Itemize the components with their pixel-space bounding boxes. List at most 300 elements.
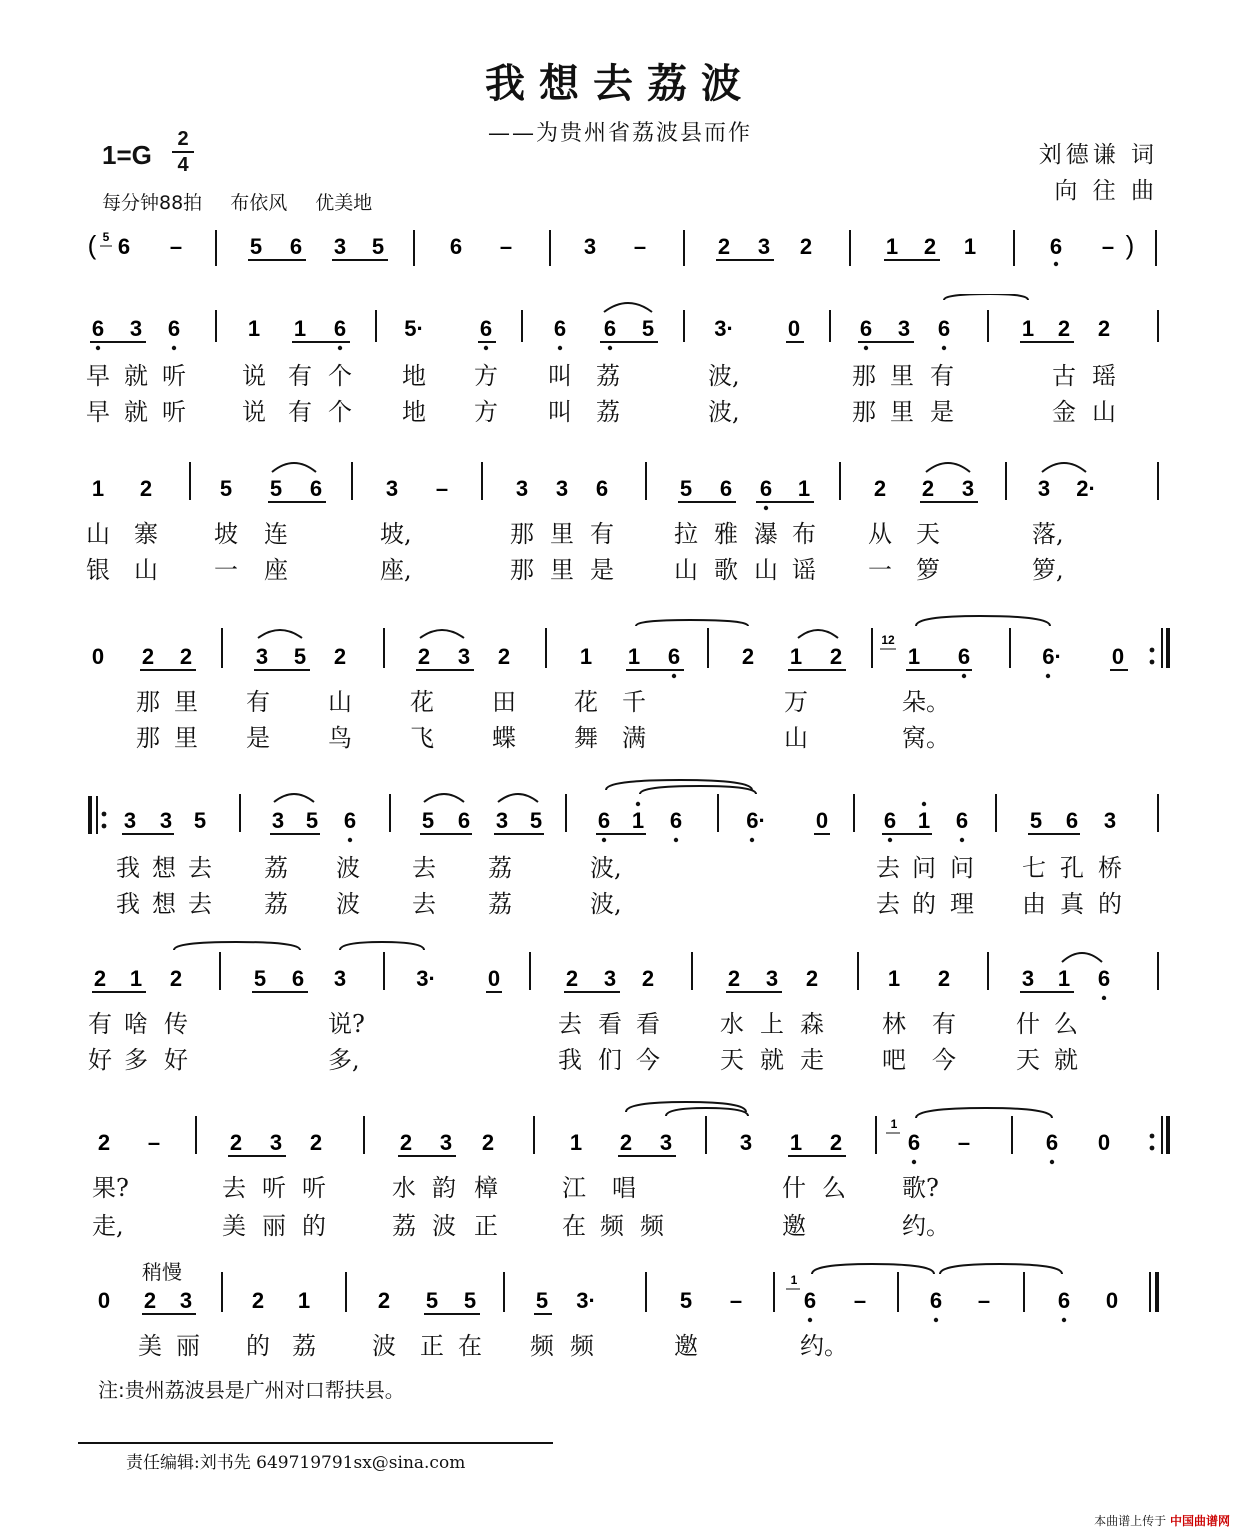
lyric-syllable: 飞: [410, 724, 434, 752]
lyric-syllable: 里: [550, 520, 574, 548]
staff-row-3: [0, 610, 1240, 680]
svg-text:6·: 6·: [746, 808, 766, 833]
lyric-syllable: 问: [950, 854, 974, 882]
score-row-4: [0, 772, 1240, 844]
lyric-syllable: 有: [288, 362, 312, 390]
lyric-syllable: 落,: [1032, 520, 1064, 548]
lyric-syllable: 说: [242, 362, 266, 390]
song-subtitle: ——为贵州省荔波县而作: [487, 121, 752, 146]
svg-text:1: 1: [569, 1130, 583, 1155]
lyric-syllable: 早: [86, 362, 110, 390]
svg-text:3: 3: [757, 234, 771, 259]
svg-text:5: 5: [535, 1288, 549, 1313]
svg-text:–: –: [499, 234, 513, 259]
svg-text:2: 2: [717, 234, 731, 259]
svg-text:2: 2: [309, 1130, 323, 1155]
lyric-syllable: 好: [164, 1046, 188, 1074]
svg-text:5: 5: [293, 644, 307, 669]
lyric-syllable: 的: [1098, 890, 1122, 918]
style-mark: 布依风: [230, 192, 288, 214]
svg-text:2: 2: [251, 1288, 265, 1313]
lyric-syllable: 地: [402, 362, 426, 390]
lyric-syllable: 今: [932, 1046, 956, 1074]
svg-text:1: 1: [917, 808, 931, 833]
svg-text:1: 1: [789, 644, 803, 669]
lyric-syllable: 里: [890, 398, 914, 426]
svg-text:1: 1: [579, 644, 593, 669]
lyric-syllable: 是: [590, 556, 614, 584]
svg-text:2: 2: [417, 644, 431, 669]
lyric-syllable: 花: [574, 688, 598, 716]
lyric-syllable: 什: [782, 1174, 806, 1202]
svg-text:2: 2: [377, 1288, 391, 1313]
lyric-syllable: 今: [636, 1046, 660, 1074]
svg-text:2: 2: [565, 966, 579, 991]
lyric-syllable: 千: [622, 688, 646, 716]
lyric-syllable: 正: [420, 1332, 444, 1360]
svg-text:3: 3: [271, 808, 285, 833]
svg-text:2: 2: [741, 644, 755, 669]
svg-text:2: 2: [139, 476, 153, 501]
lyric-syllable: 听: [162, 362, 186, 390]
lyric-syllable: 我: [116, 854, 140, 882]
lyric-syllable: 去: [412, 854, 436, 882]
svg-text:6: 6: [759, 476, 773, 501]
svg-text:2: 2: [1057, 316, 1071, 341]
lyric-syllable: 地: [402, 398, 426, 426]
lyric-syllable: 窝。: [902, 724, 950, 752]
svg-text:2: 2: [481, 1130, 495, 1155]
svg-text:0: 0: [815, 808, 829, 833]
lyric-syllable: 那: [136, 688, 160, 716]
lyric-syllable: 森: [800, 1010, 824, 1038]
lyric-syllable: 荔: [392, 1212, 416, 1240]
lyric-syllable: 多: [124, 1046, 148, 1074]
svg-text:1: 1: [885, 234, 899, 259]
svg-text:3: 3: [897, 316, 911, 341]
svg-text:2: 2: [143, 1288, 157, 1313]
svg-text:3: 3: [159, 808, 173, 833]
lyric-syllable: 去: [188, 854, 212, 882]
lyric-syllable: 银: [86, 556, 110, 584]
lyric-syllable: 由: [1022, 890, 1046, 918]
svg-text:2: 2: [937, 966, 951, 991]
score-row-2: [0, 456, 1240, 512]
lyric-syllable: 蝶: [492, 724, 516, 752]
svg-text:3: 3: [765, 966, 779, 991]
lyric-syllable: 去: [222, 1174, 246, 1202]
lyric-syllable: 鸟: [328, 724, 352, 752]
svg-text:1: 1: [91, 476, 105, 501]
svg-text:1: 1: [789, 1130, 803, 1155]
svg-text:6: 6: [479, 316, 493, 341]
lyric-syllable: 邀: [674, 1332, 698, 1360]
lyric-syllable: 传: [164, 1010, 188, 1038]
lyric-syllable: 听: [162, 398, 186, 426]
lyric-syllable: 舞: [574, 724, 598, 752]
lyric-syllable: 想: [152, 890, 176, 918]
lyric-syllable: 约。: [800, 1332, 848, 1360]
meter-bottom: 4: [177, 154, 189, 176]
lyric-syllable: 唱: [612, 1174, 636, 1202]
svg-text:6: 6: [291, 966, 305, 991]
svg-text:3: 3: [385, 476, 399, 501]
svg-text:–: –: [1101, 234, 1115, 259]
lyric-syllable: 金: [1052, 398, 1076, 426]
lyric-syllable: 有: [932, 1010, 956, 1038]
svg-text:2: 2: [921, 476, 935, 501]
svg-text:2: 2: [169, 966, 183, 991]
footer-rule: [78, 1442, 553, 1444]
lyric-syllable: 么: [822, 1174, 846, 1202]
lyric-syllable: 座,: [380, 556, 412, 584]
lyric-syllable: 丽: [176, 1332, 200, 1360]
lyric-syllable: 孔: [1060, 854, 1084, 882]
svg-text:1: 1: [631, 808, 645, 833]
svg-text:6: 6: [343, 808, 357, 833]
svg-text:6: 6: [1065, 808, 1079, 833]
lyric-syllable: 桥: [1098, 854, 1122, 882]
svg-text:2: 2: [179, 644, 193, 669]
svg-text:1: 1: [129, 966, 143, 991]
lyric-syllable: 江: [562, 1174, 586, 1202]
svg-text:3: 3: [603, 966, 617, 991]
svg-text:5: 5: [641, 316, 655, 341]
lyric-syllable: 箩,: [1032, 556, 1064, 584]
svg-text:6: 6: [1097, 966, 1111, 991]
lyric-syllable: 歌?: [902, 1174, 939, 1202]
lyric-syllable: 波: [432, 1212, 456, 1240]
lyric-syllable: 美: [138, 1332, 162, 1360]
svg-text:1: 1: [790, 1273, 798, 1287]
staff-row-5: [0, 934, 1240, 1000]
lyricist-credit: 刘德谦 词: [1038, 142, 1158, 168]
svg-text:6: 6: [667, 644, 681, 669]
lyric-syllable: 山: [754, 556, 778, 584]
editor-credit: 责任编辑:刘书先 649719791sx@sina.com: [126, 1453, 466, 1473]
svg-text:3·: 3·: [416, 966, 436, 991]
lyric-syllable: 去: [412, 890, 436, 918]
lyric-syllable: 就: [124, 398, 148, 426]
lyric-syllable: 去: [558, 1010, 582, 1038]
svg-text:2: 2: [1097, 316, 1111, 341]
lyric-syllable: 波: [372, 1332, 396, 1360]
svg-text:(: (: [87, 230, 97, 260]
svg-text:5·: 5·: [404, 316, 424, 341]
lyric-syllable: 里: [174, 688, 198, 716]
lyric-syllable: 听: [262, 1174, 286, 1202]
lyric-syllable: 频: [600, 1212, 624, 1240]
lyric-syllable: 从: [868, 520, 892, 548]
svg-text:0: 0: [1097, 1130, 1111, 1155]
lyric-syllable: 花: [410, 688, 434, 716]
svg-text:3: 3: [333, 966, 347, 991]
svg-text:6: 6: [957, 644, 971, 669]
svg-text:3: 3: [123, 808, 137, 833]
svg-text:1: 1: [293, 316, 307, 341]
svg-text:5: 5: [679, 476, 693, 501]
svg-text:6: 6: [595, 476, 609, 501]
svg-text:2: 2: [399, 1130, 413, 1155]
lyric-syllable: 林: [882, 1010, 906, 1038]
svg-text:–: –: [633, 234, 647, 259]
lyric-syllable: 个: [328, 398, 352, 426]
lyric-syllable: 山: [784, 724, 808, 752]
lyric-syllable: 雅: [714, 520, 738, 548]
lyric-syllable: 荔: [264, 854, 288, 882]
lyric-syllable: 是: [246, 724, 270, 752]
lyric-syllable: 想: [152, 854, 176, 882]
svg-text:1: 1: [627, 644, 641, 669]
lyric-syllable: 波,: [708, 398, 740, 426]
lyric-syllable: 歌: [714, 556, 738, 584]
svg-text:5: 5: [463, 1288, 477, 1313]
lyric-syllable: 的: [912, 890, 936, 918]
svg-text:1: 1: [247, 316, 261, 341]
lyric-syllable: 水: [720, 1010, 744, 1038]
lyric-syllable: 在: [458, 1332, 482, 1360]
time-signature: [172, 128, 194, 176]
lyric-syllable: 坡,: [380, 520, 412, 548]
svg-text:2: 2: [829, 644, 843, 669]
svg-text:5: 5: [219, 476, 233, 501]
svg-text:3: 3: [129, 316, 143, 341]
svg-text:1: 1: [887, 966, 901, 991]
score-row-6: [0, 1096, 1240, 1166]
tempo-slower-mark: 稍慢: [142, 1260, 182, 1284]
lyric-syllable: 约。: [902, 1212, 950, 1240]
lyric-syllable: 一: [868, 556, 892, 584]
svg-text:6·: 6·: [1042, 644, 1062, 669]
lyric-syllable: 频: [530, 1332, 554, 1360]
lyric-syllable: 说?: [328, 1010, 365, 1038]
lyric-syllable: 有: [246, 688, 270, 716]
svg-text:6: 6: [955, 808, 969, 833]
lyric-syllable: 田: [492, 688, 516, 716]
svg-text:–: –: [977, 1288, 991, 1313]
svg-text:3: 3: [439, 1130, 453, 1155]
lyric-syllable: 山: [86, 520, 110, 548]
lyric-syllable: 箩: [916, 556, 940, 584]
lyric-syllable: 那: [852, 362, 876, 390]
lyric-syllable: 问: [912, 854, 936, 882]
lyric-syllable: 上: [760, 1010, 784, 1038]
svg-text:6: 6: [929, 1288, 943, 1313]
svg-text:6: 6: [167, 316, 181, 341]
svg-text:1: 1: [907, 644, 921, 669]
lyric-syllable: 荔: [596, 362, 620, 390]
lyric-syllable: 山: [134, 556, 158, 584]
svg-text:3: 3: [333, 234, 347, 259]
upload-watermark: [1094, 1512, 1230, 1529]
svg-text:6: 6: [289, 234, 303, 259]
lyric-syllable: 万: [784, 688, 808, 716]
lyric-syllable: 有: [288, 398, 312, 426]
lyric-syllable: 我: [116, 890, 140, 918]
site-logo-text[interactable]: 中国曲谱网: [1169, 1514, 1230, 1528]
lyric-syllable: 是: [930, 398, 954, 426]
score-row-3: [0, 610, 1240, 680]
tempo-marking: [102, 188, 394, 215]
lyric-syllable: 拉: [674, 520, 698, 548]
composer-credit: 向 往 曲: [1054, 178, 1158, 204]
lyric-syllable: 说: [242, 398, 266, 426]
lyric-syllable: 波,: [590, 854, 622, 882]
svg-text:12: 12: [881, 633, 895, 647]
lyric-syllable: 方: [474, 362, 498, 390]
lyric-syllable: 那: [510, 556, 534, 584]
lyric-syllable: 个: [328, 362, 352, 390]
svg-text:6: 6: [1049, 234, 1063, 259]
lyric-syllable: 真: [1060, 890, 1084, 918]
svg-text:1: 1: [890, 1117, 898, 1131]
lyric-syllable: 荔: [292, 1332, 316, 1360]
lyric-syllable: 韵: [432, 1174, 456, 1202]
svg-text:6: 6: [117, 234, 131, 259]
svg-text:1: 1: [1021, 316, 1035, 341]
song-title: 我想去荔波: [485, 60, 755, 107]
lyric-syllable: 早: [86, 398, 110, 426]
score-row-7: [0, 1254, 1240, 1324]
lyric-syllable: 有: [930, 362, 954, 390]
svg-text:3: 3: [457, 644, 471, 669]
svg-text:2·: 2·: [1076, 476, 1096, 501]
svg-text:0: 0: [1105, 1288, 1119, 1313]
svg-text:–: –: [957, 1130, 971, 1155]
svg-text:2: 2: [799, 234, 813, 259]
lyric-syllable: 里: [890, 362, 914, 390]
svg-text:3: 3: [555, 476, 569, 501]
svg-text:–: –: [729, 1288, 743, 1313]
svg-text:6: 6: [309, 476, 323, 501]
svg-text:0: 0: [91, 644, 105, 669]
svg-text:2: 2: [805, 966, 819, 991]
svg-text:5: 5: [305, 808, 319, 833]
svg-text:6: 6: [1045, 1130, 1059, 1155]
lyric-syllable: 看: [598, 1010, 622, 1038]
upload-prefix: 本曲谱上传于: [1094, 1514, 1167, 1528]
svg-text:3: 3: [583, 234, 597, 259]
svg-text:3: 3: [659, 1130, 673, 1155]
lyric-syllable: 坡: [214, 520, 238, 548]
lyric-syllable: 看: [636, 1010, 660, 1038]
svg-text:2: 2: [619, 1130, 633, 1155]
lyric-syllable: 荔: [488, 890, 512, 918]
svg-text:1: 1: [963, 234, 977, 259]
expression-mark: 优美地: [315, 192, 373, 214]
svg-text:6: 6: [553, 316, 567, 341]
lyric-syllable: 那: [510, 520, 534, 548]
lyric-syllable: 的: [302, 1212, 326, 1240]
svg-text:5: 5: [425, 1288, 439, 1313]
lyric-syllable: 叫: [548, 362, 572, 390]
lyric-syllable: 波,: [590, 890, 622, 918]
svg-text:6: 6: [859, 316, 873, 341]
svg-text:2: 2: [141, 644, 155, 669]
svg-text:6: 6: [883, 808, 897, 833]
lyric-syllable: 吧: [882, 1046, 906, 1074]
lyric-syllable: 去: [876, 890, 900, 918]
svg-text:6: 6: [91, 316, 105, 341]
svg-text:): ): [1125, 230, 1135, 260]
staff-row-intro: [0, 224, 1240, 274]
svg-text:3·: 3·: [576, 1288, 596, 1313]
lyric-syllable: 里: [550, 556, 574, 584]
staff-row-7: [0, 1254, 1240, 1324]
svg-text:6: 6: [719, 476, 733, 501]
svg-text:1: 1: [297, 1288, 311, 1313]
svg-text:–: –: [853, 1288, 867, 1313]
svg-text:3: 3: [739, 1130, 753, 1155]
lyric-syllable: 就: [1054, 1046, 1078, 1074]
lyric-syllable: 频: [640, 1212, 664, 1240]
key-signature: 1=G: [102, 140, 152, 170]
svg-text:2: 2: [229, 1130, 243, 1155]
meter-top: 2: [177, 128, 189, 150]
staff-row-6: [0, 1096, 1240, 1166]
svg-text:2: 2: [93, 966, 107, 991]
lyric-syllable: 我: [558, 1046, 582, 1074]
lyric-syllable: 美: [222, 1212, 246, 1240]
lyric-syllable: 的: [246, 1332, 270, 1360]
svg-text:3: 3: [269, 1130, 283, 1155]
lyric-syllable: 七: [1022, 854, 1046, 882]
lyric-syllable: 那: [852, 398, 876, 426]
svg-text:5: 5: [371, 234, 385, 259]
svg-text:6: 6: [457, 808, 471, 833]
lyric-syllable: 果?: [92, 1174, 129, 1202]
lyric-syllable: 山: [674, 556, 698, 584]
lyric-syllable: 走: [800, 1046, 824, 1074]
footnote: 注:贵州荔波县是广州对口帮扶县。: [98, 1378, 405, 1402]
lyric-syllable: 有: [88, 1010, 112, 1038]
svg-text:5: 5: [421, 808, 435, 833]
svg-text:6: 6: [669, 808, 683, 833]
lyric-syllable: 叫: [548, 398, 572, 426]
lyric-syllable: 在: [562, 1212, 586, 1240]
svg-text:5: 5: [249, 234, 263, 259]
lyric-syllable: 山: [1092, 398, 1116, 426]
svg-text:1: 1: [797, 476, 811, 501]
lyric-syllable: 理: [950, 890, 974, 918]
svg-text:5: 5: [1029, 808, 1043, 833]
lyric-syllable: 那: [136, 724, 160, 752]
lyric-syllable: 荔: [264, 890, 288, 918]
svg-text:2: 2: [641, 966, 655, 991]
svg-text:5: 5: [529, 808, 543, 833]
lyric-syllable: 谣: [792, 556, 816, 584]
staff-row-1: [0, 294, 1240, 354]
svg-text:6: 6: [907, 1130, 921, 1155]
svg-text:5: 5: [102, 230, 110, 244]
svg-text:3: 3: [1037, 476, 1051, 501]
lyric-syllable: 波: [336, 854, 360, 882]
lyric-syllable: 一: [214, 556, 238, 584]
svg-text:6: 6: [1057, 1288, 1071, 1313]
svg-text:3: 3: [179, 1288, 193, 1313]
lyric-syllable: 听: [302, 1174, 326, 1202]
lyric-syllable: 朵。: [902, 688, 950, 716]
svg-text:6: 6: [803, 1288, 817, 1313]
svg-text:6: 6: [449, 234, 463, 259]
lyric-syllable: 好: [88, 1046, 112, 1074]
lyric-syllable: 就: [760, 1046, 784, 1074]
svg-text:3: 3: [961, 476, 975, 501]
tempo-bpm: 每分钟88拍: [102, 192, 203, 214]
lyric-syllable: 走,: [92, 1212, 124, 1240]
lyric-syllable: 去: [188, 890, 212, 918]
lyric-syllable: 去: [876, 854, 900, 882]
